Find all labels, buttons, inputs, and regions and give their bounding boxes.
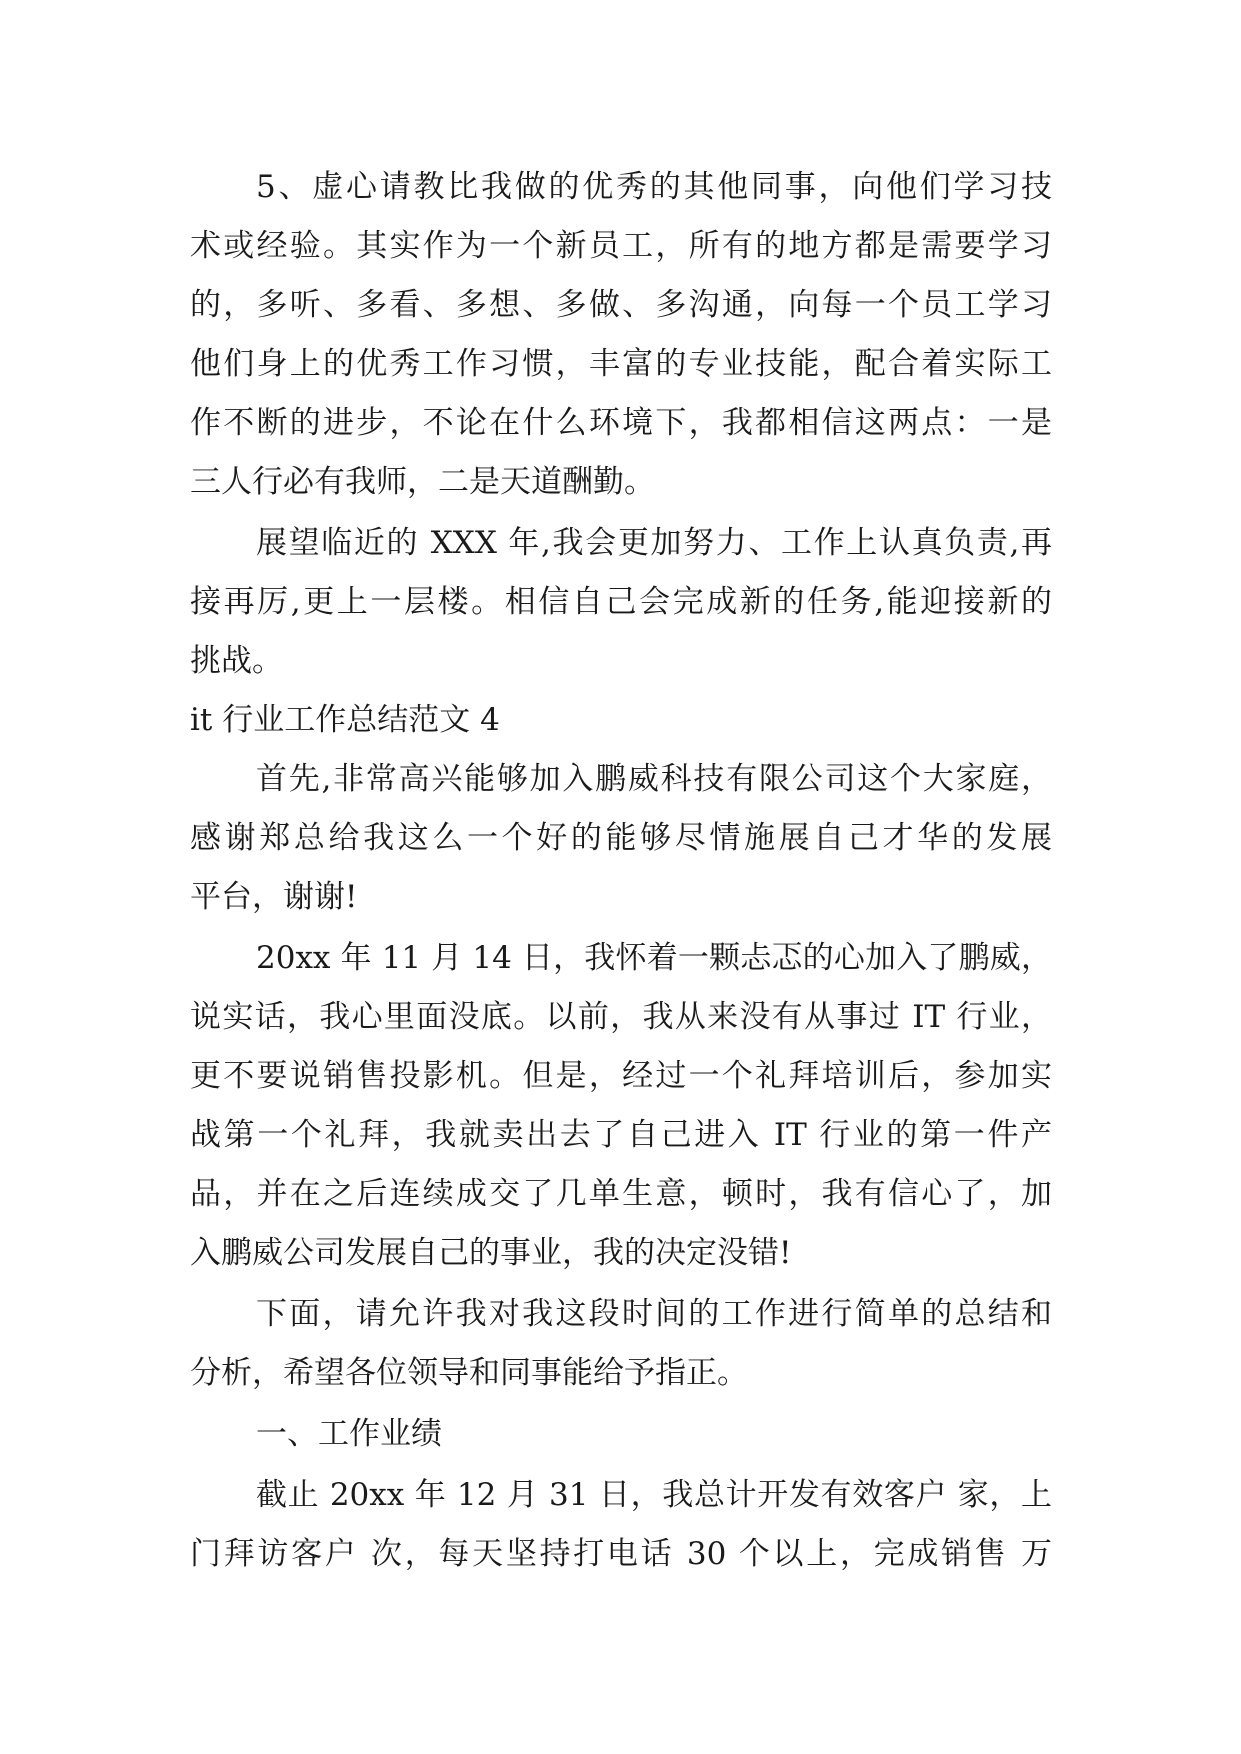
paragraph-item-5 bbox=[190, 158, 1052, 512]
text-line: 战第一个礼拜，我就卖出去了自己进入 IT 行业的第一件产 bbox=[190, 1117, 1052, 1153]
text-line: 品，并在之后连续成交了几单生意，顿时，我有信心了，加 bbox=[190, 1176, 1052, 1212]
text-line: 下面，请允许我对我这段时间的工作进行简单的总结和 bbox=[256, 1296, 1052, 1332]
section-heading bbox=[190, 691, 1052, 750]
text-line: 感谢郑总给我这么一个好的能够尽情施展自己才华的发展 bbox=[190, 820, 1052, 856]
paragraph-outlook bbox=[190, 514, 1052, 691]
subheading-line: 一、工作业绩 bbox=[256, 1416, 442, 1452]
paragraph-below bbox=[190, 1285, 1052, 1403]
text-line: 说实话，我心里面没底。以前，我从来没有从事过 IT 行业， bbox=[190, 999, 1052, 1035]
text-line: 作不断的进步，不论在什么环境下，我都相信这两点：一是 bbox=[190, 405, 1052, 441]
paragraph-join bbox=[190, 929, 1052, 1283]
text-line: 截止 20xx 年 12 月 31 日，我总计开发有效客户 家，上 bbox=[256, 1477, 1052, 1513]
text-line: 20xx 年 11 月 14 日，我怀着一颗忐忑的心加入了鹏威， bbox=[256, 940, 1052, 976]
text-line: 术或经验。其实作为一个新员工，所有的地方都是需要学习 bbox=[190, 228, 1052, 264]
text-line: 分析，希望各位领导和同事能给予指正。 bbox=[190, 1355, 748, 1391]
text-line: 挑战。 bbox=[190, 643, 283, 679]
heading-line: it 行业工作总结范文 4 bbox=[190, 702, 500, 738]
text-line: 接再厉,更上一层楼。相信自己会完成新的任务,能迎接新的 bbox=[190, 584, 1052, 620]
text-line: 首先,非常高兴能够加入鹏威科技有限公司这个大家庭， bbox=[256, 761, 1052, 797]
section-work-results bbox=[190, 1405, 1052, 1464]
text-line: 入鹏威公司发展自己的事业，我的决定没错! bbox=[190, 1235, 792, 1271]
text-line: 展望临近的 XXX 年,我会更加努力、工作上认真负责,再 bbox=[256, 525, 1052, 561]
text-line: 平台，谢谢! bbox=[190, 879, 358, 915]
text-line: 三人行必有我师，二是天道酬勤。 bbox=[190, 464, 655, 500]
text-line: 门拜访客户 次，每天坚持打电话 30 个以上，完成销售 万 bbox=[190, 1536, 1052, 1572]
paragraph-results bbox=[190, 1466, 1052, 1584]
text-line: 他们身上的优秀工作习惯，丰富的专业技能，配合着实际工 bbox=[190, 346, 1052, 382]
text-line: 5、虚心请教比我做的优秀的其他同事，向他们学习技 bbox=[256, 169, 1052, 205]
paragraph-intro bbox=[190, 750, 1052, 927]
text-line: 的，多听、多看、多想、多做、多沟通，向每一个员工学习 bbox=[190, 287, 1052, 323]
text-line: 更不要说销售投影机。但是，经过一个礼拜培训后，参加实 bbox=[190, 1058, 1052, 1094]
document-page bbox=[190, 158, 1052, 1584]
